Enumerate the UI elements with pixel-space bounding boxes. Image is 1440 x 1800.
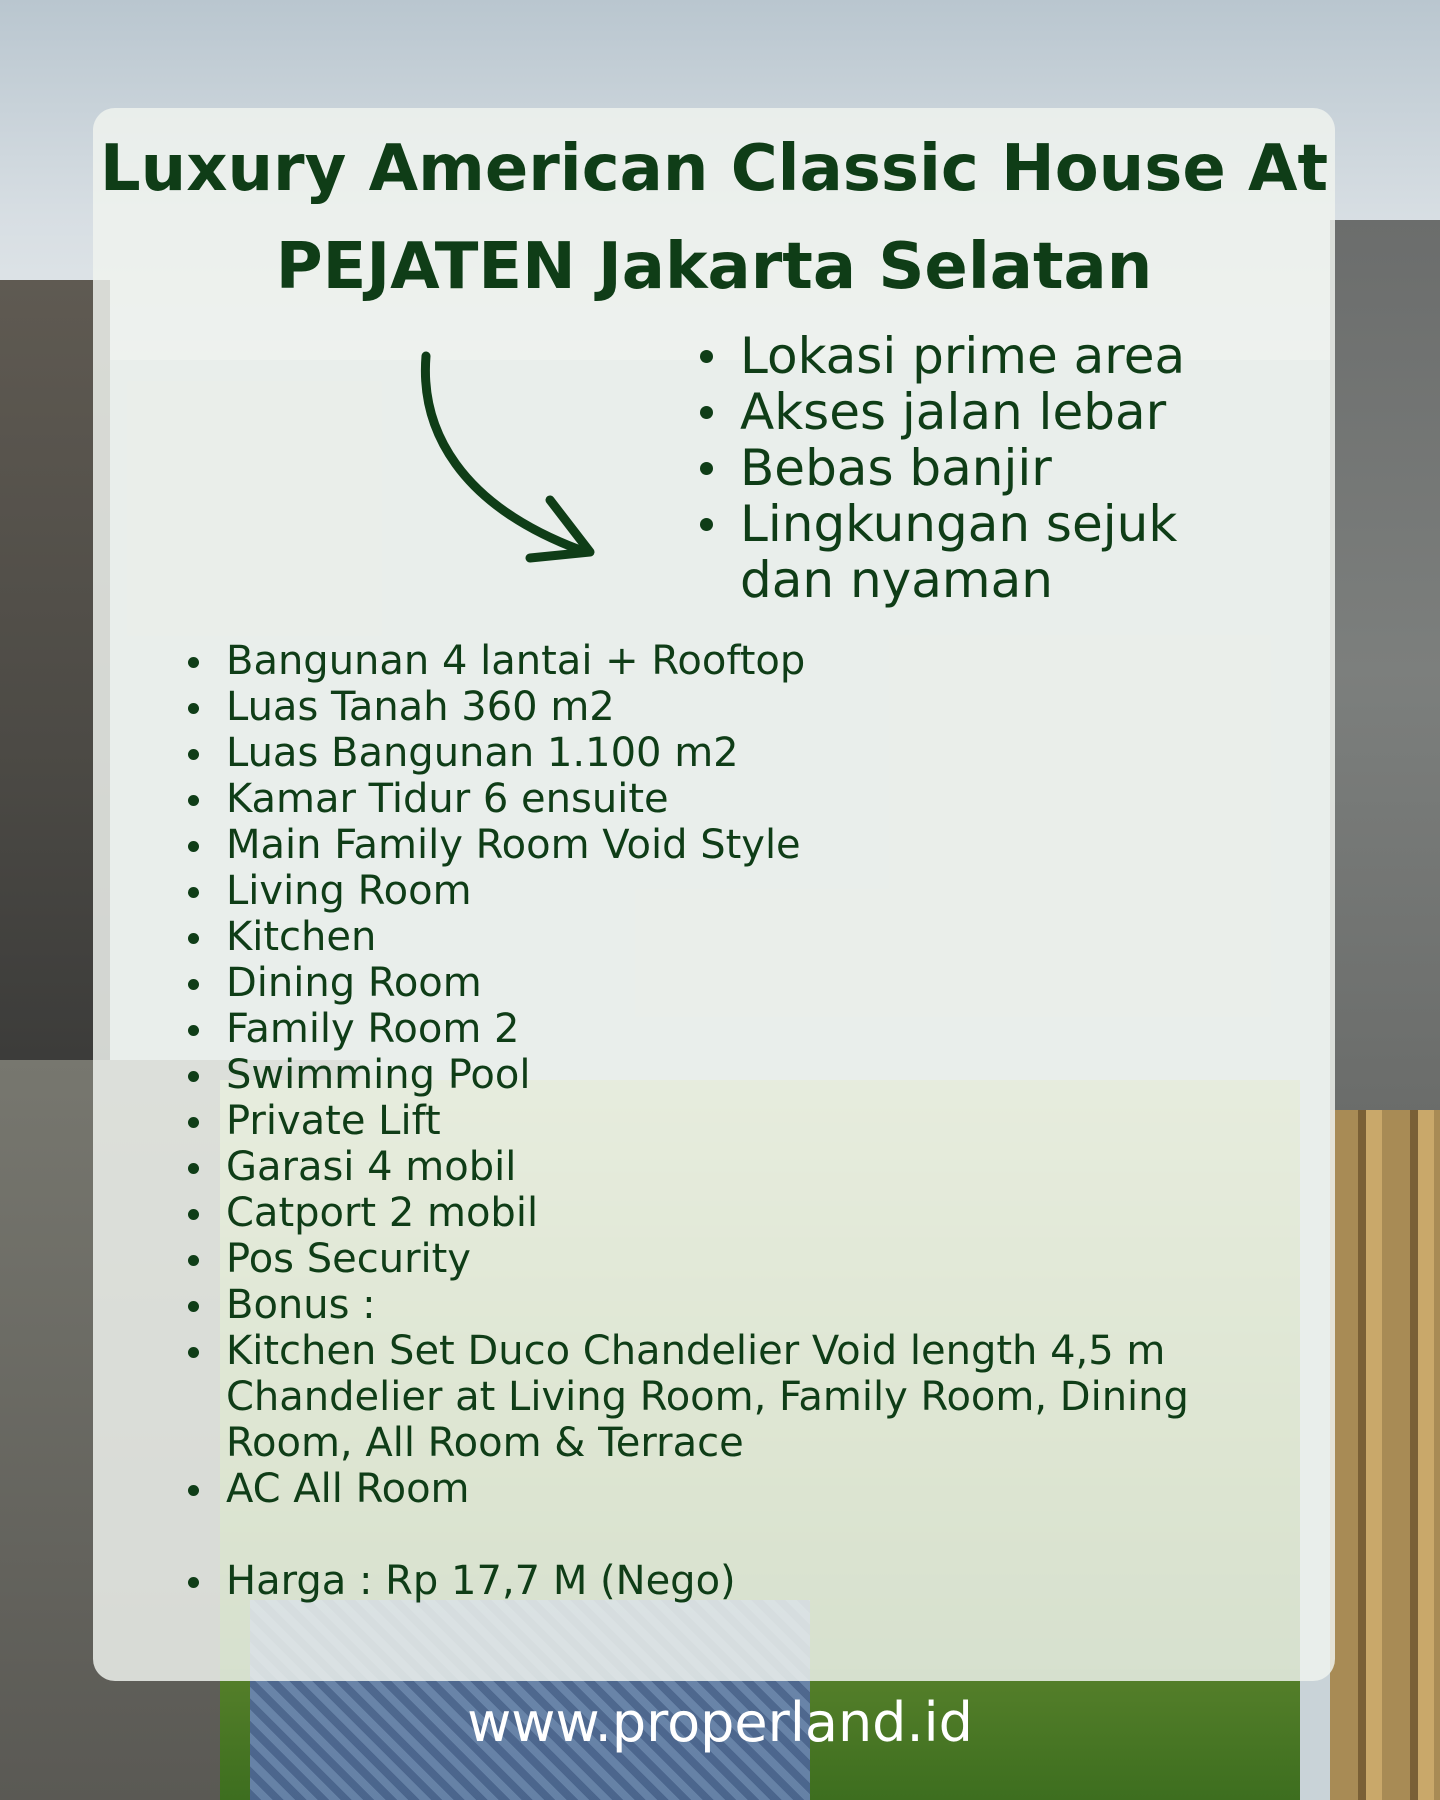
list-item: Catport 2 mobil: [188, 1190, 1228, 1236]
list-item: Luas Tanah 360 m2: [188, 684, 1228, 730]
list-item: Swimming Pool: [188, 1052, 1228, 1098]
list-item: Main Family Room Void Style: [188, 822, 1228, 868]
list-item: Living Room: [188, 868, 1228, 914]
list-item: Private Lift: [188, 1098, 1228, 1144]
website-url[interactable]: www.properland.id: [467, 1691, 973, 1754]
list-item: Bebas banjir: [700, 440, 1260, 496]
highlights-list: [700, 328, 1260, 608]
list-item: Bangunan 4 lantai + Rooftop: [188, 638, 1228, 684]
list-item: Kitchen Set Duco Chandelier Void length 4,5 m Chandelier at Living Room, Family Room, Dining Room, All Room & Terrace: [188, 1328, 1228, 1466]
list-item: Lingkungan sejuk dan nyaman: [700, 496, 1260, 608]
specs-list: [188, 638, 1228, 1604]
list-item: AC All Room: [188, 1466, 1228, 1512]
list-item: Akses jalan lebar: [700, 384, 1260, 440]
list-item: Garasi 4 mobil: [188, 1144, 1228, 1190]
title-line-1: Luxury American Classic House At: [99, 132, 1329, 206]
list-item: Luas Bangunan 1.100 m2: [188, 730, 1228, 776]
list-item: Dining Room: [188, 960, 1228, 1006]
list-item: Kamar Tidur 6 ensuite: [188, 776, 1228, 822]
list-item: Family Room 2: [188, 1006, 1228, 1052]
right-wall: [1330, 220, 1440, 1120]
list-item: Lokasi prime area: [700, 328, 1260, 384]
page-title: [93, 120, 1335, 316]
curved-arrow-icon: [400, 340, 620, 580]
list-item: Pos Security: [188, 1236, 1228, 1282]
list-item: Bonus :: [188, 1282, 1228, 1328]
price-item: Harga : Rp 17,7 M (Nego): [188, 1558, 1228, 1604]
title-line-2: PEJATEN Jakarta Selatan: [275, 230, 1153, 304]
list-item: Kitchen: [188, 914, 1228, 960]
